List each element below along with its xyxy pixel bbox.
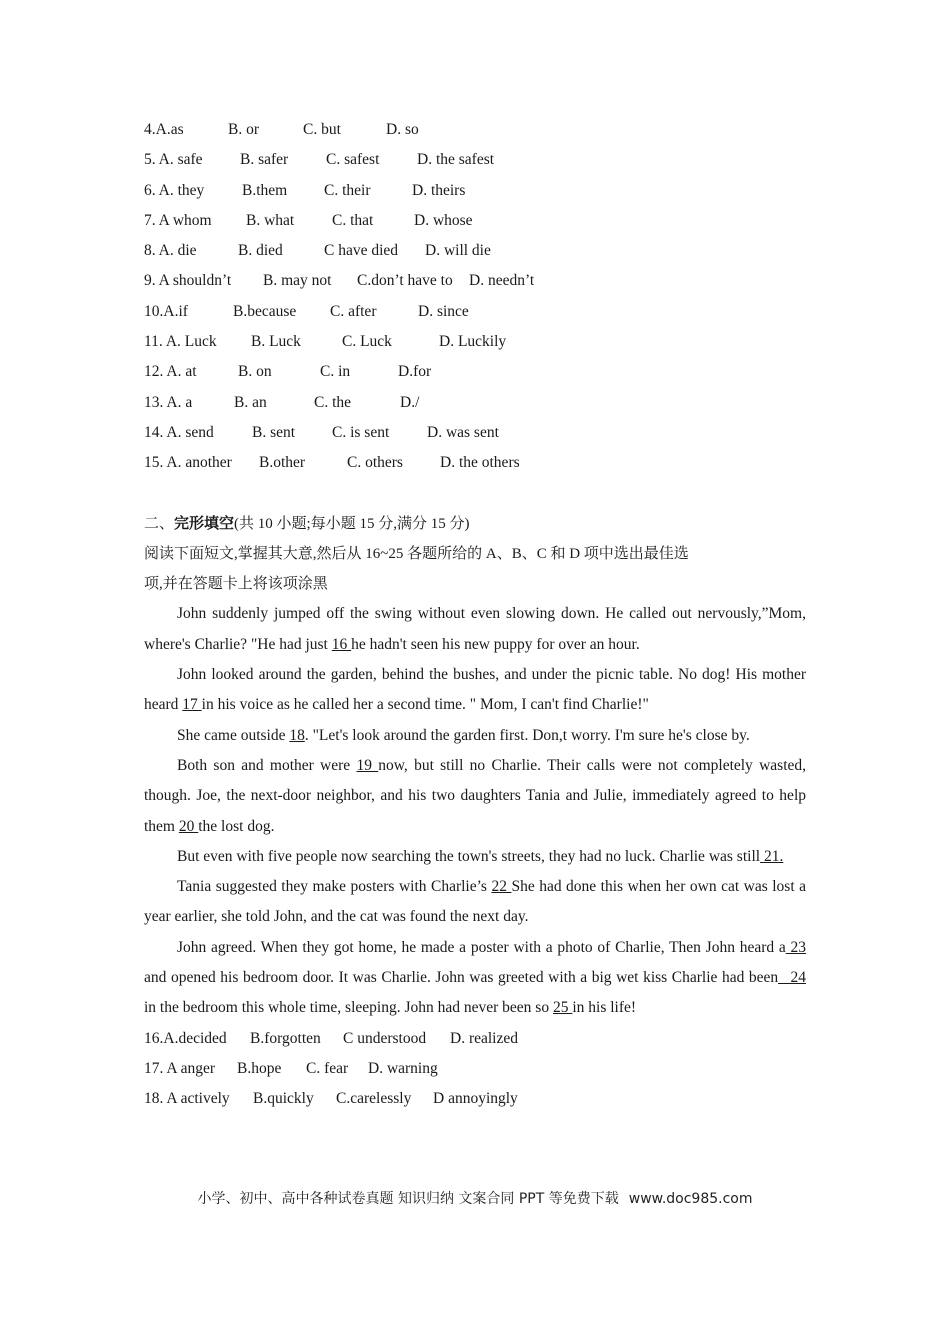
option-text: D annoyingly bbox=[433, 1090, 518, 1108]
blank-number: 19 bbox=[356, 756, 379, 774]
option-row bbox=[144, 357, 806, 387]
blank-number: 16 bbox=[331, 635, 352, 653]
option-text: D. realized bbox=[450, 1029, 518, 1047]
option-text: C. fear bbox=[306, 1059, 349, 1077]
option-text: D. the safest bbox=[417, 151, 495, 169]
option-text: C have died bbox=[324, 242, 399, 260]
option-text: D./ bbox=[400, 393, 420, 411]
section-heading bbox=[144, 509, 806, 539]
option-text: D. so bbox=[386, 121, 419, 138]
option-text: 8. A. die bbox=[144, 242, 197, 260]
blank-number: 25 bbox=[552, 999, 573, 1017]
option-text: 11. A. Luck bbox=[144, 333, 217, 351]
option-text: 9. A shouldn’t bbox=[144, 272, 232, 290]
option-text: B.hope bbox=[237, 1059, 282, 1077]
passage-text: She had done this when her own cat was lost a year earlier, she told John, and the cat was found the next day. bbox=[144, 878, 807, 926]
option-row bbox=[144, 327, 806, 357]
footer-url: www.doc985.com bbox=[628, 1191, 753, 1207]
blank-number: 21. bbox=[760, 847, 784, 865]
option-text: B. Luck bbox=[251, 333, 301, 351]
blank-number: 18 bbox=[289, 726, 305, 744]
blank-number: 22 bbox=[491, 878, 512, 896]
passage-text: in his life! bbox=[572, 999, 637, 1017]
option-row bbox=[144, 145, 806, 175]
option-text: B. on bbox=[238, 363, 272, 381]
option-text: 17. A anger bbox=[144, 1059, 216, 1077]
option-text: 14. A. send bbox=[144, 423, 214, 441]
option-row bbox=[144, 1084, 806, 1114]
passage-text: Tania suggested they make posters with Charlie’s bbox=[177, 878, 492, 896]
passage-text: She came outside bbox=[177, 726, 290, 744]
option-text: C. but bbox=[303, 121, 341, 138]
option-text: C. others bbox=[347, 454, 403, 472]
answer-options-part1 bbox=[144, 115, 806, 479]
passage-paragraph bbox=[144, 751, 806, 842]
option-text: B. safer bbox=[240, 151, 289, 169]
passage-text: . "Let's look around the garden first. Don,t worry. I'm sure he's close by. bbox=[304, 726, 750, 744]
passage-text: he hadn't seen his new puppy for over an hour. bbox=[351, 635, 640, 653]
option-text: B. an bbox=[234, 393, 267, 411]
option-text: C. their bbox=[324, 181, 371, 199]
page-footer bbox=[0, 1188, 950, 1208]
option-row bbox=[144, 297, 806, 327]
blank-number: 20 bbox=[178, 817, 199, 835]
option-row bbox=[144, 176, 806, 206]
blank-number: 23 bbox=[785, 938, 806, 956]
passage-text: in his voice as he called her a second time. " Mom, I can't find Charlie!" bbox=[201, 696, 649, 714]
blank-number: _ 24 bbox=[778, 969, 806, 987]
option-row bbox=[144, 388, 806, 418]
option-text: 6. A. they bbox=[144, 181, 205, 199]
option-text: D. theirs bbox=[412, 181, 466, 199]
option-text: C. Luck bbox=[342, 333, 392, 351]
instruction-line: 阅读下面短文,掌握其大意,然后从 16~25 各题所给的 A、B、C 和 D 项中选出最佳选 bbox=[144, 545, 689, 562]
option-row bbox=[144, 448, 806, 478]
cloze-section bbox=[144, 509, 806, 1115]
option-text: 13. A. a bbox=[144, 393, 193, 411]
passage-text: But even with five people now searching the town's streets, they had no luck. Charlie was still bbox=[177, 847, 761, 865]
answer-options-part2 bbox=[144, 1024, 806, 1115]
option-row bbox=[144, 236, 806, 266]
option-row bbox=[144, 266, 806, 296]
instruction-line: 项,并在答题卡上将该项涂黑 bbox=[144, 576, 328, 593]
option-text: D. warning bbox=[368, 1059, 438, 1077]
option-text: B.them bbox=[242, 181, 288, 199]
option-text: B. or bbox=[228, 121, 259, 138]
option-row bbox=[144, 1024, 806, 1054]
option-text: C. the bbox=[314, 393, 352, 411]
option-text: B.because bbox=[233, 302, 297, 320]
option-text: D. Luckily bbox=[439, 333, 507, 351]
passage-text: and opened his bedroom door. It was Charlie. John was greeted with a big wet kiss Charlie had been bbox=[144, 969, 779, 987]
passage-paragraph bbox=[144, 721, 806, 751]
option-text: D. was sent bbox=[427, 423, 499, 441]
passage-text: John suddenly jumped off the swing without even slowing down. He called out nervously,”Mom, where's Charlie? "He had just bbox=[144, 605, 806, 653]
option-text: D. the others bbox=[440, 454, 520, 472]
cloze-passage bbox=[144, 599, 806, 1023]
passage-text: in the bedroom this whole time, sleeping. John had never been so bbox=[144, 999, 553, 1017]
passage-text: now, but still no Charlie. Their calls were not completely wasted, though. Joe, the next-door neighbor, and his two daughters Tania and Julie, immediately agreed to help them bbox=[144, 756, 807, 835]
passage-paragraph bbox=[144, 599, 806, 660]
option-text: D.for bbox=[398, 363, 432, 381]
passage-text: John agreed. When they got home, he made a poster with a photo of Charlie, Then John heard a bbox=[177, 938, 786, 956]
option-text: 10.A.if bbox=[144, 302, 188, 320]
option-text: 16.A.decided bbox=[144, 1029, 227, 1047]
option-text: D. whose bbox=[414, 211, 473, 229]
option-text: D. will die bbox=[425, 242, 491, 260]
passage-text: the lost dog. bbox=[198, 817, 275, 835]
option-text: D. since bbox=[418, 302, 469, 320]
passage-paragraph bbox=[144, 842, 806, 872]
option-text: C. is sent bbox=[332, 423, 390, 441]
option-row bbox=[144, 1054, 806, 1084]
option-text: D. needn’t bbox=[469, 272, 535, 290]
section-number: 二、 bbox=[144, 515, 175, 532]
passage-paragraph bbox=[144, 933, 806, 1024]
passage-text: Both son and mother were bbox=[177, 756, 357, 774]
option-text: C understood bbox=[343, 1029, 427, 1047]
option-text: B. may not bbox=[263, 272, 332, 290]
passage-paragraph bbox=[144, 660, 806, 721]
option-text: 7. A whom bbox=[144, 211, 212, 229]
option-text: B.other bbox=[259, 454, 306, 472]
option-text: B. died bbox=[238, 242, 283, 260]
option-text: C.don’t have to bbox=[357, 272, 453, 290]
option-text: B. what bbox=[246, 211, 295, 229]
option-text: 12. A. at bbox=[144, 363, 197, 381]
option-row bbox=[144, 418, 806, 448]
option-row bbox=[144, 115, 806, 145]
passage-text: John looked around the garden, behind the bushes, and under the picnic table. No dog! His mother heard bbox=[144, 666, 806, 714]
option-text: 18. A actively bbox=[144, 1090, 230, 1108]
option-text: 5. A. safe bbox=[144, 151, 203, 169]
option-text: C.carelessly bbox=[336, 1090, 412, 1108]
section-note: (共 10 小题;每小题 15 分,满分 15 分) bbox=[234, 515, 470, 532]
option-text: 15. A. another bbox=[144, 454, 232, 472]
option-row bbox=[144, 206, 806, 236]
option-text: C. that bbox=[332, 211, 374, 229]
exam-page bbox=[144, 115, 806, 1115]
option-text: C. after bbox=[330, 302, 377, 320]
option-text: B. sent bbox=[252, 423, 296, 441]
footer-text: 小学、初中、高中各种试卷真题 知识归纳 文案合同 PPT 等免费下载 bbox=[197, 1191, 619, 1207]
option-text: B.forgotten bbox=[250, 1029, 321, 1047]
blank-number: 17 bbox=[182, 696, 202, 714]
option-text: 4.A.as bbox=[144, 121, 184, 138]
option-text: C. in bbox=[320, 363, 351, 381]
section-title: 完形填空 bbox=[174, 515, 235, 532]
passage-paragraph bbox=[144, 872, 806, 933]
section-instructions bbox=[144, 539, 806, 600]
option-text: C. safest bbox=[326, 151, 380, 169]
option-text: B.quickly bbox=[253, 1090, 314, 1108]
